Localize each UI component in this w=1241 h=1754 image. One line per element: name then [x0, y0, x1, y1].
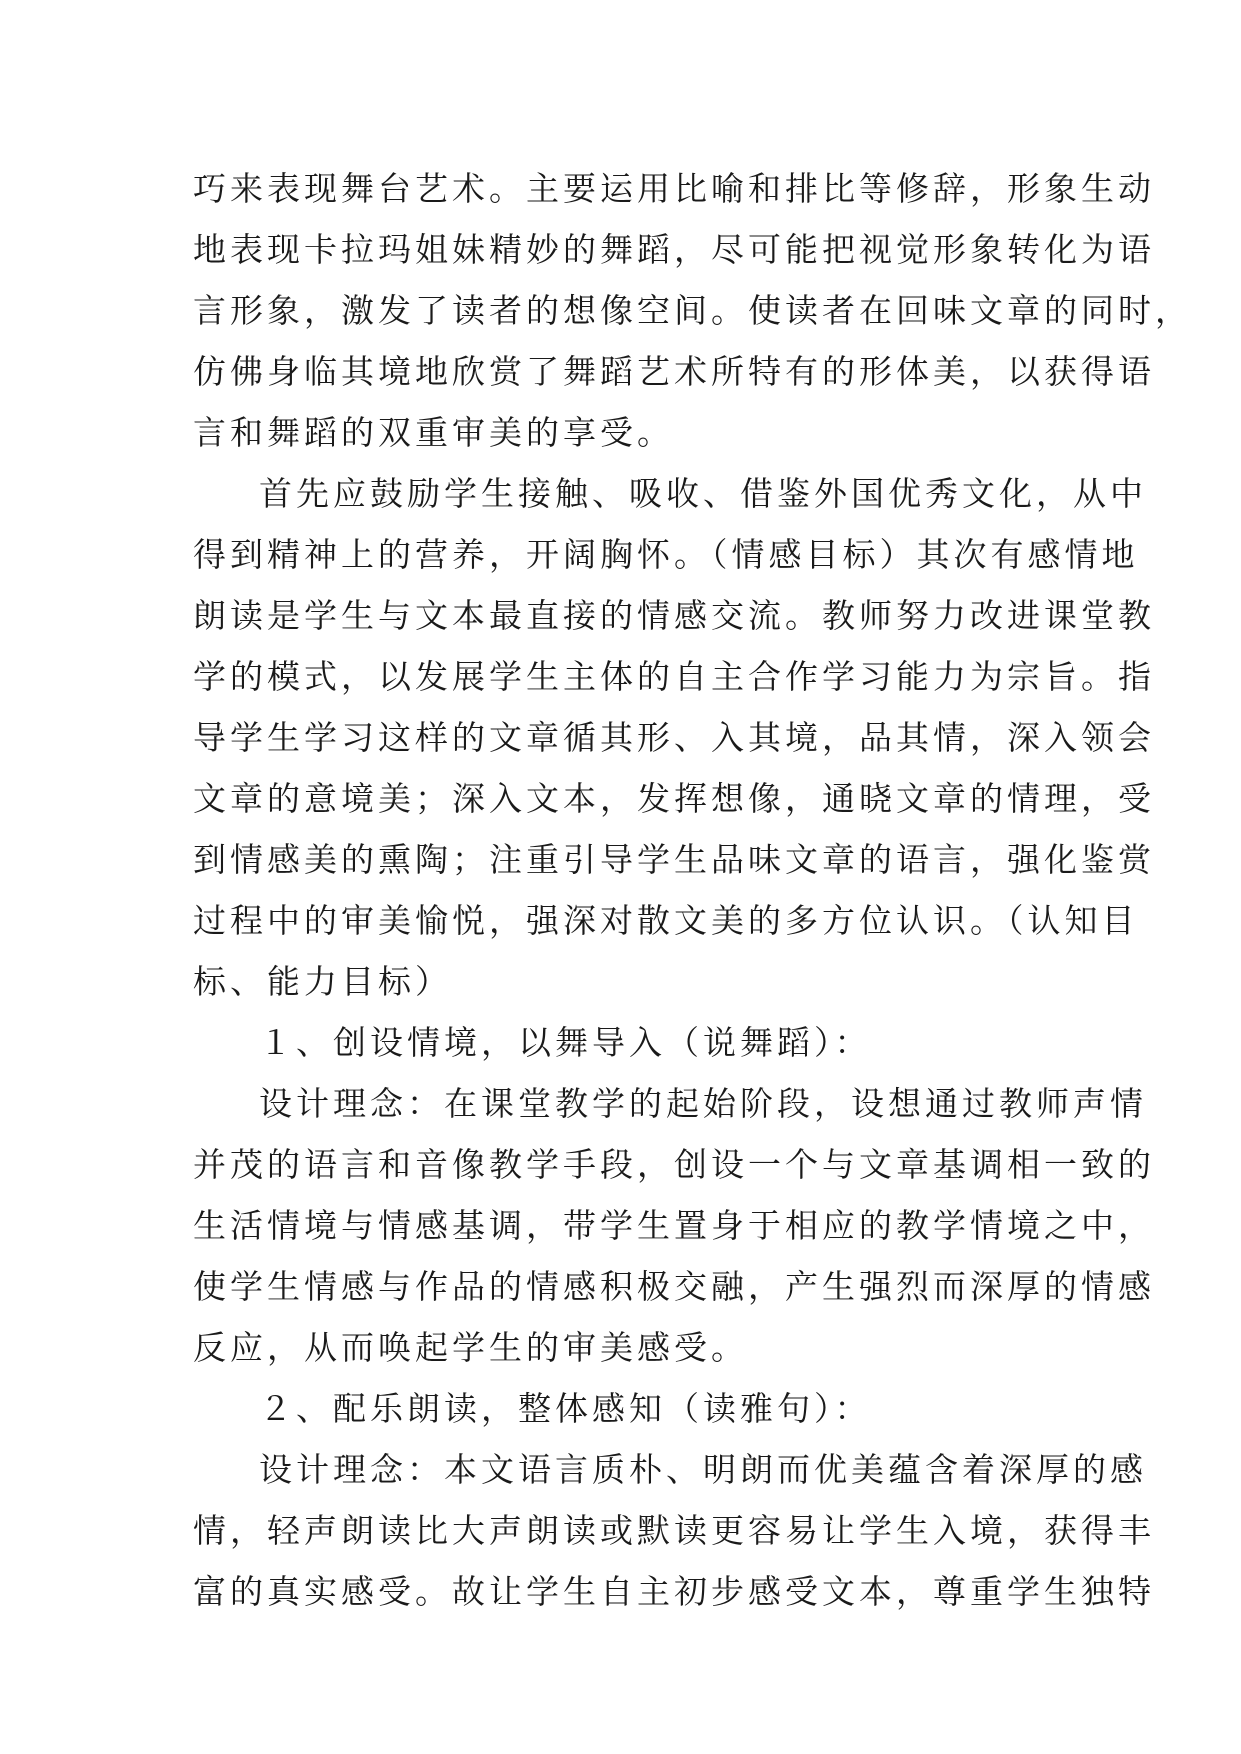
text-line: 言和舞蹈的双重审美的享受。 [193, 413, 674, 452]
section-heading-2: ２、配乐朗读，整体感知（读雅句）： [259, 1389, 872, 1428]
text-line: 巧来表现舞台艺术。主要运用比喻和排比等修辞，形象生动 [193, 169, 1155, 208]
paragraph-first-line: 设计理念：本文语言质朴、明朗而优美蕴含着深厚的感 [259, 1450, 1147, 1489]
text-line: 反应，从而唤起学生的审美感受。 [193, 1328, 748, 1367]
text-line: 得到精神上的营养，开阔胸怀。（情感目标）其次有感情地 [193, 535, 1139, 574]
text-line: 朗读是学生与文本最直接的情感交流。教师努力改进课堂教 [193, 596, 1155, 635]
text-line: 并茂的语言和音像教学手段，创设一个与文章基调相一致的 [193, 1145, 1155, 1184]
text-line: 到情感美的熏陶；注重引导学生品味文章的语言，强化鉴赏 [193, 840, 1155, 879]
text-line: 仿佛身临其境地欣赏了舞蹈艺术所特有的形体美，以获得语 [193, 352, 1155, 391]
paragraph-first-line: 首先应鼓励学生接触、吸收、借鉴外国优秀文化，从中 [259, 474, 1147, 513]
text-line: 情，轻声朗读比大声朗读或默读更容易让学生入境，获得丰 [193, 1511, 1155, 1550]
text-line: 文章的意境美；深入文本，发挥想像，通晓文章的情理，受 [193, 779, 1155, 818]
text-line: 言形象，激发了读者的想像空间。使读者在回味文章的同时， [193, 291, 1192, 330]
text-line: 富的真实感受。故让学生自主初步感受文本，尊重学生独特 [193, 1572, 1155, 1611]
document-body [193, 158, 1192, 1622]
section-heading-1: １、创设情境，以舞导入（说舞蹈）： [259, 1023, 872, 1062]
text-line: 地表现卡拉玛姐妹精妙的舞蹈，尽可能把视觉形象转化为语 [193, 230, 1155, 269]
text-line: 标、能力目标） [193, 962, 452, 1001]
text-line: 使学生情感与作品的情感积极交融，产生强烈而深厚的情感 [193, 1267, 1155, 1306]
text-line: 生活情境与情感基调，带学生置身于相应的教学情境之中， [193, 1206, 1155, 1245]
text-line: 学的模式，以发展学生主体的自主合作学习能力为宗旨。指 [193, 657, 1155, 696]
text-line: 过程中的审美愉悦，强深对散文美的多方位认识。（认知目 [193, 901, 1139, 940]
text-line: 导学生学习这样的文章循其形、入其境，品其情，深入领会 [193, 718, 1155, 757]
paragraph-first-line: 设计理念：在课堂教学的起始阶段，设想通过教师声情 [259, 1084, 1147, 1123]
